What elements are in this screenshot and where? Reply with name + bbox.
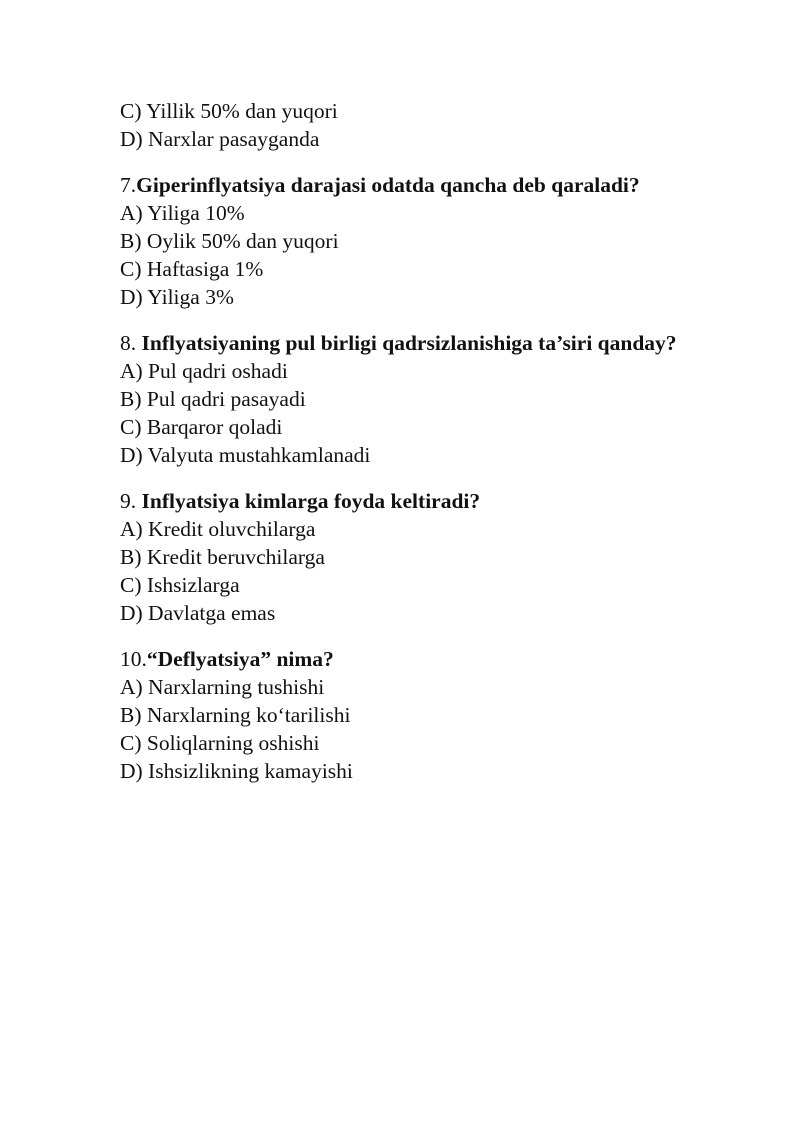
question-text: “Deflyatsiya” nima? bbox=[146, 647, 334, 671]
option-b: B) Oylik 50% dan yuqori bbox=[120, 229, 339, 253]
question-number: 10. bbox=[120, 647, 147, 671]
question-number: 7. bbox=[120, 173, 137, 197]
question-title bbox=[120, 171, 720, 199]
option-b: B) Narxlarning ko‘tarilishi bbox=[120, 703, 351, 727]
option-a: A) Narxlarning tushishi bbox=[120, 675, 325, 699]
question-8 bbox=[120, 329, 720, 469]
option-a: A) Yiliga 10% bbox=[120, 201, 245, 225]
option-c: C) Soliqlarning oshishi bbox=[120, 731, 320, 755]
question-title bbox=[120, 487, 720, 515]
question-7 bbox=[120, 171, 720, 311]
question-number: 9. bbox=[120, 489, 142, 513]
question-10 bbox=[120, 645, 720, 785]
option-d: D) Valyuta mustahkamlanadi bbox=[120, 443, 371, 467]
option-c: C) Haftasiga 1% bbox=[120, 257, 264, 281]
document-page bbox=[120, 97, 720, 785]
option-d: D) Ishsizlikning kamayishi bbox=[120, 759, 353, 783]
option-c: C) Ishsizlarga bbox=[120, 573, 240, 597]
option-d: D) Yiliga 3% bbox=[120, 285, 234, 309]
option-a: A) Kredit oluvchilarga bbox=[120, 517, 316, 541]
option-c: C) Yillik 50% dan yuqori bbox=[120, 99, 338, 123]
option-d: D) Narxlar pasayganda bbox=[120, 127, 320, 151]
question-title bbox=[120, 329, 720, 357]
question-title bbox=[120, 645, 720, 673]
question-text: Inflyatsiya kimlarga foyda keltiradi? bbox=[141, 489, 481, 513]
option-c: C) Barqaror qoladi bbox=[120, 415, 283, 439]
question-number: 8. bbox=[120, 331, 142, 355]
question-text: Inflyatsiyaning pul birligi qadrsizlanishiga ta’siri qanday? bbox=[141, 331, 677, 355]
option-a: A) Pul qadri oshadi bbox=[120, 359, 288, 383]
option-b: B) Kredit beruvchilarga bbox=[120, 545, 325, 569]
question-text: Giperinflyatsiya darajasi odatda qancha deb qaraladi? bbox=[136, 173, 640, 197]
option-b: B) Pul qadri pasayadi bbox=[120, 387, 306, 411]
option-d: D) Davlatga emas bbox=[120, 601, 276, 625]
question-9 bbox=[120, 487, 720, 627]
previous-question-continuation bbox=[120, 97, 720, 153]
